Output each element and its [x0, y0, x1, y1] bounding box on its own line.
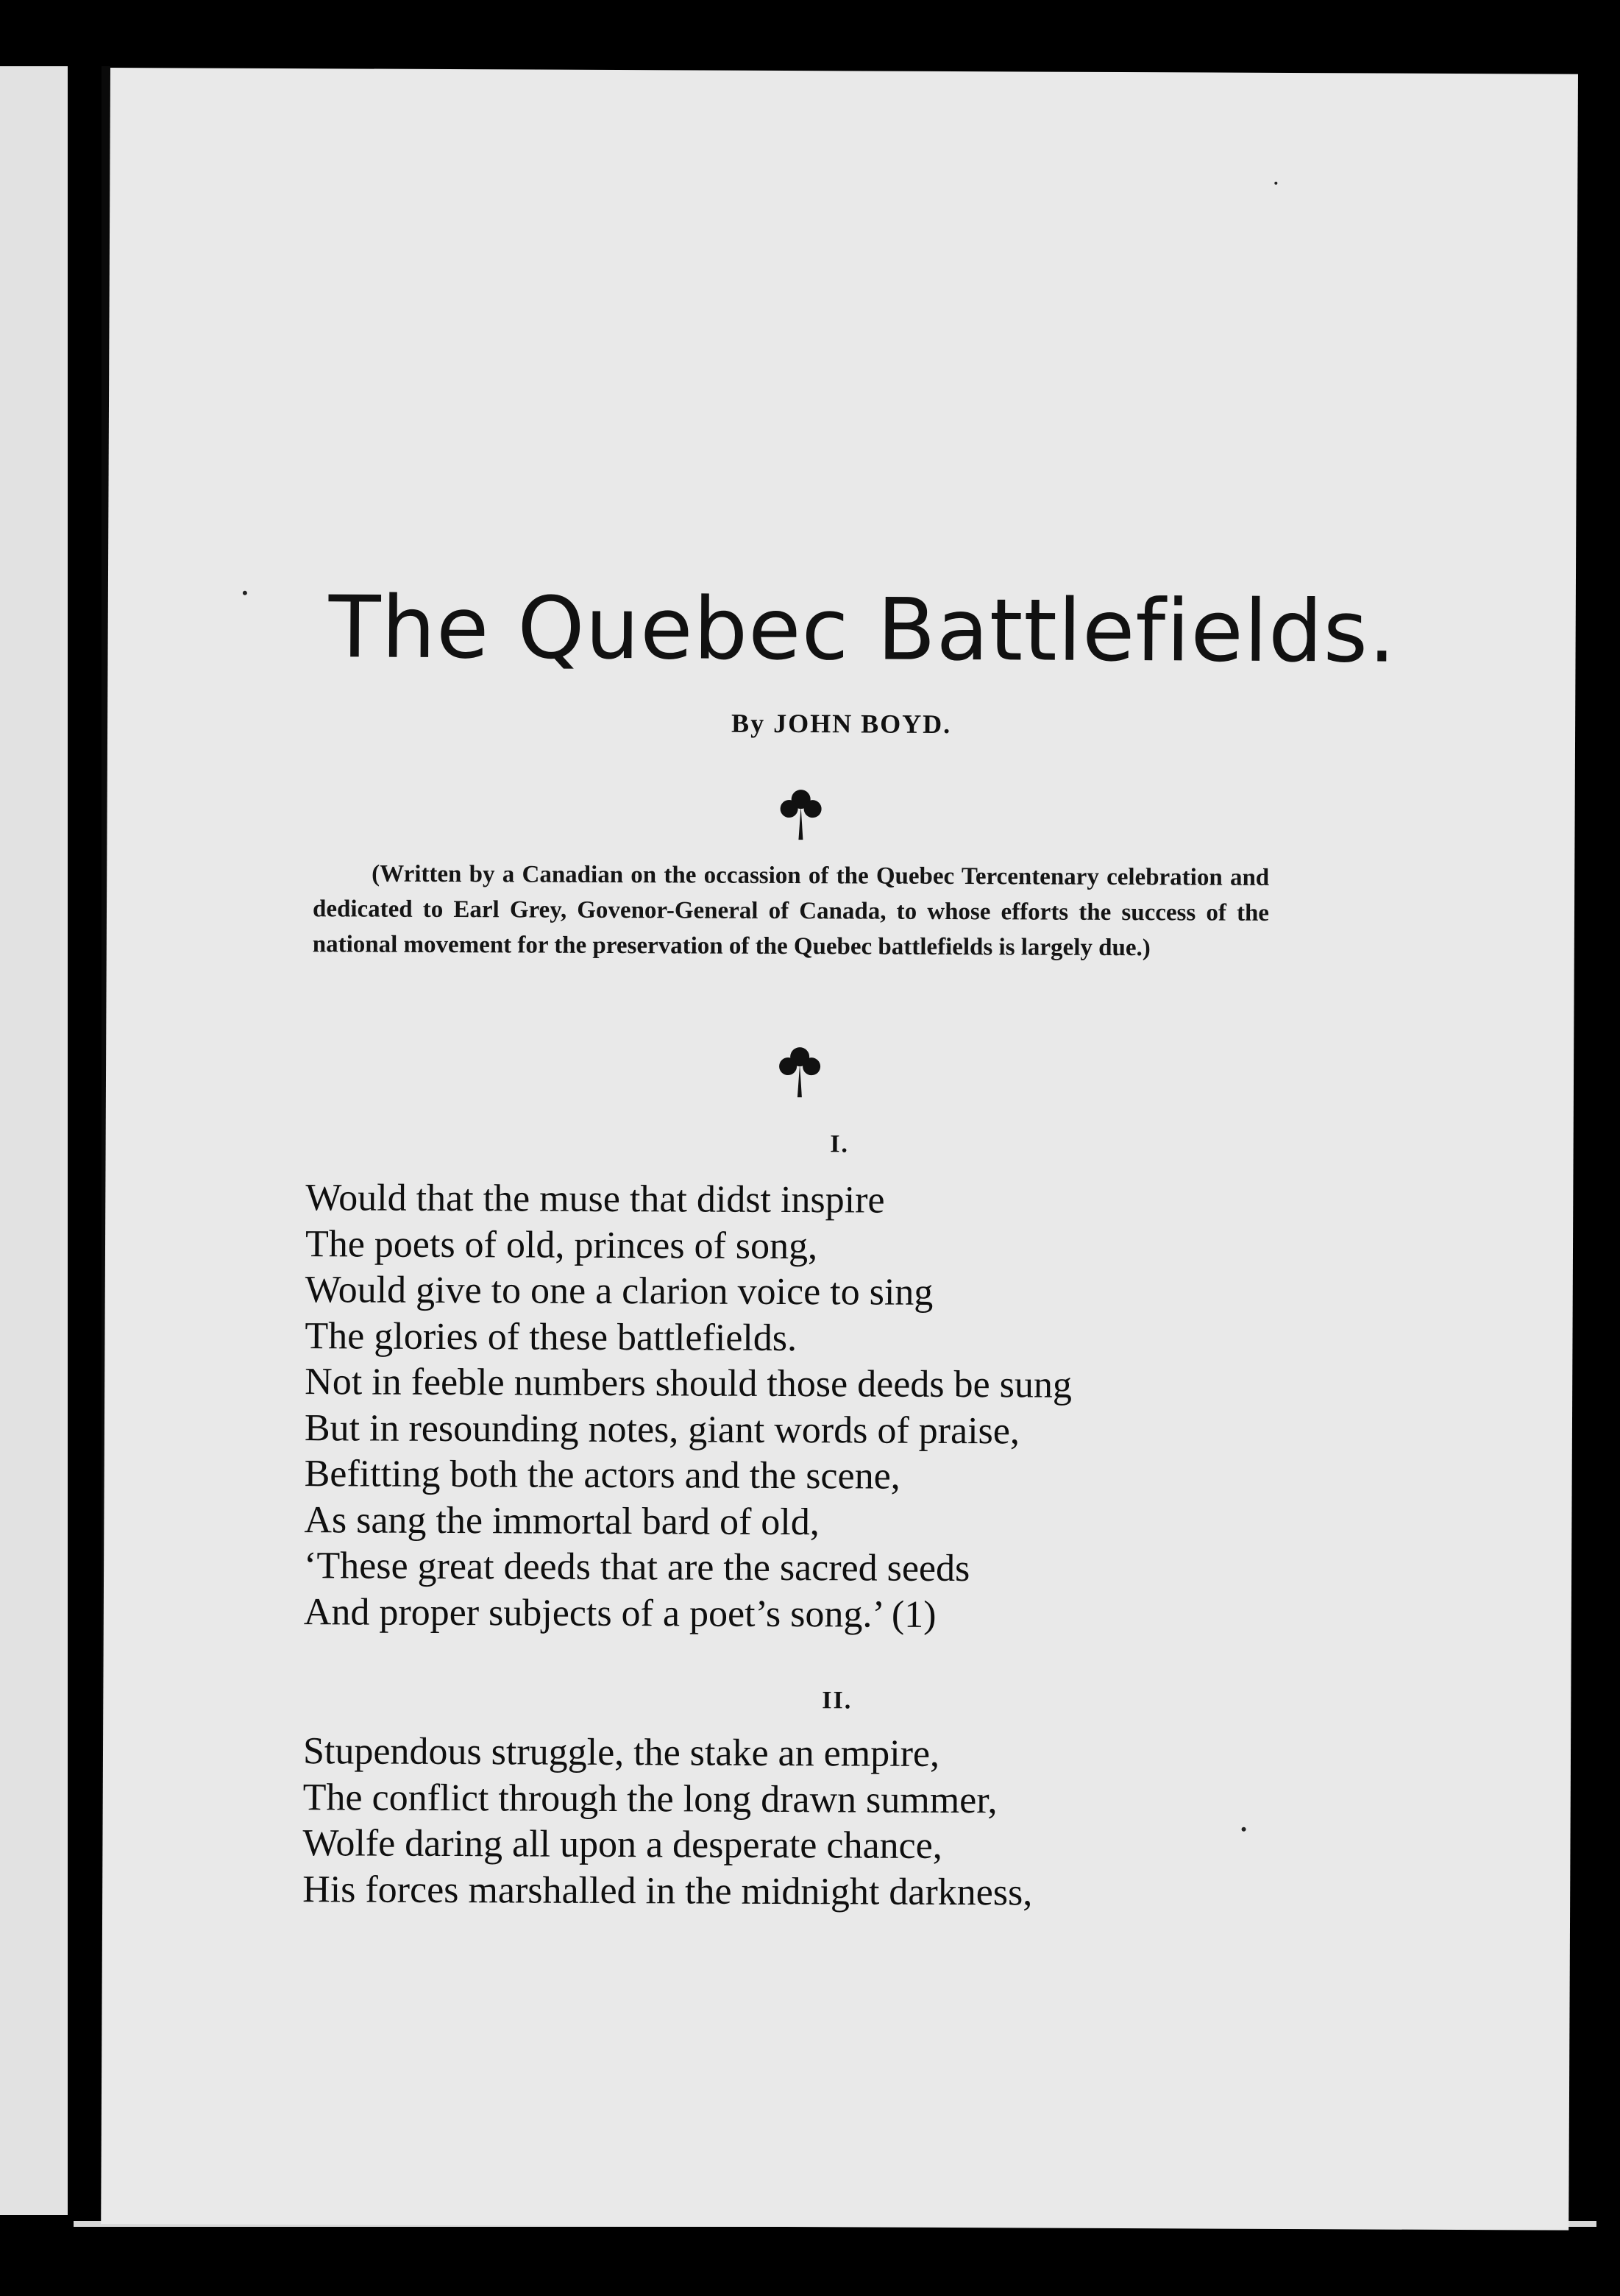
- document-page: [101, 68, 1578, 2231]
- poem-line: Would that the muse that didst inspire: [305, 1177, 885, 1222]
- author-byline: By JOHN BOYD.: [731, 708, 952, 739]
- section-number: I.: [830, 1130, 850, 1158]
- poem-line: And proper subjects of a poet’s song.’ (1): [303, 1590, 937, 1636]
- poem-line: The conflict through the long drawn summer,: [302, 1776, 998, 1821]
- fleuron-icon: [774, 1042, 825, 1101]
- poem-line: Wolfe daring all upon a desperate chance,: [302, 1822, 942, 1867]
- poem-line: ‘These great deeds that are the sacred seeds: [303, 1545, 970, 1590]
- fleuron-icon: [775, 784, 826, 843]
- poem-line: The glories of these battlefields.: [305, 1314, 797, 1359]
- poem-stanza-1: [304, 1175, 1410, 1640]
- dedication-text: (Written by a Canadian on the occassion of the Quebec Tercentenary celebration and dedicated to Earl Grey, Govenor-General of Canada, to whose efforts the success of the national movement for the preservation of the Quebec battlefields is largely due.): [312, 860, 1270, 962]
- poem-line: But in resounding notes, giant words of praise,: [304, 1406, 1020, 1452]
- poem-line: Stupendous struggle, the stake an empire,: [302, 1730, 940, 1775]
- poem-line: His forces marshalled in the midnight darkness,: [302, 1868, 1033, 1913]
- poem-line: As sang the immortal bard of old,: [304, 1498, 820, 1543]
- facing-page-edge: [0, 66, 68, 2215]
- poem-line: Not in feeble numbers should those deeds be sung: [305, 1361, 1073, 1406]
- ink-speck: [1274, 182, 1277, 185]
- poem-line: Befitting both the actors and the scene,: [304, 1453, 900, 1498]
- poem-line: Would give to one a clarion voice to sing: [305, 1269, 934, 1314]
- section-number: II.: [822, 1687, 853, 1715]
- dedication-note: [313, 856, 1270, 966]
- poem-line: The poets of old, princes of song,: [305, 1222, 818, 1267]
- page-title: The Quebec Battlefields.: [328, 578, 1397, 682]
- poem-stanza-2: [302, 1729, 1407, 1918]
- ink-speck: [243, 591, 247, 595]
